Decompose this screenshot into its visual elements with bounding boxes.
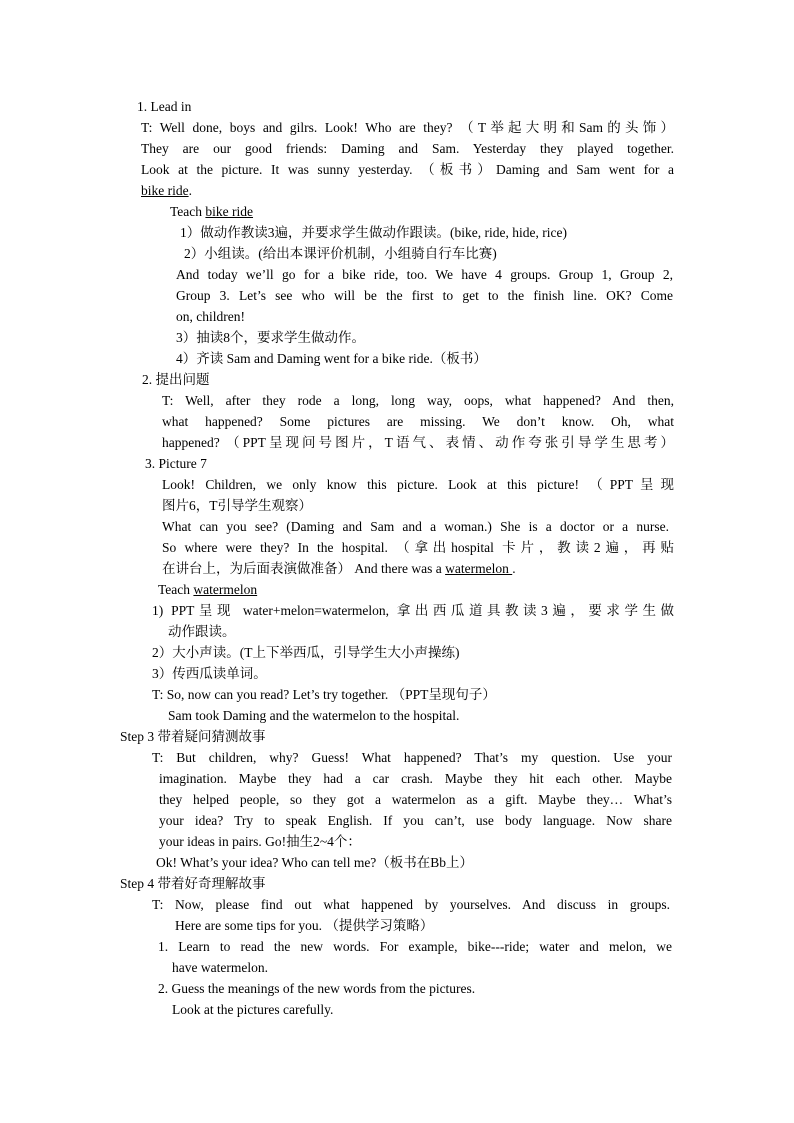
text-line: your idea? Try to speak English. If you can’t, use body language. Now share — [159, 813, 672, 828]
text-line: on, children! — [176, 309, 245, 324]
text-line: They are our good friends: Daming and Sam. Yesterday they played together. — [141, 141, 674, 156]
text-line: Sam took Daming and the watermelon to the hospital. — [168, 708, 460, 723]
text-line: Look at the pictures carefully. — [172, 1002, 334, 1017]
underlined-phrase: watermelon — [193, 582, 258, 597]
teach-heading — [170, 201, 253, 222]
list-item: 3）传西瓜读单词。 — [152, 666, 267, 681]
list-item: 1. Learn to read the new words. For example, bike---ride; water and melon, we — [158, 939, 672, 954]
text-line: imagination. Maybe they had a car crash. Maybe they hit each other. Maybe — [159, 771, 672, 786]
text-line: Look at the picture. It was sunny yesterday. （板书）Daming and Sam went for a — [141, 162, 674, 177]
step-heading: Step 3 带着疑问猜测故事 — [120, 729, 266, 744]
text-line: T: So, now can you read? Let’s try together. （PPT呈现句子） — [152, 687, 496, 702]
list-item: 3）抽读8个，要求学生做动作。 — [176, 330, 365, 345]
text-segment: 在讲台上，为后面表演做准备） And there was a — [162, 561, 446, 576]
teach-label: Teach — [158, 582, 194, 597]
list-item: 2）大小声读。(T上下举西瓜，引导学生大小声操练) — [152, 645, 460, 660]
list-item: 2）小组读。(给出本课评价机制，小组骑自行车比赛) — [184, 246, 497, 261]
list-item: 1) PPT呈现 water+melon=watermelon, 拿出西瓜道具教读3遍，要求学生做 — [152, 603, 674, 618]
section-lead-in-heading: 1. Lead in — [137, 99, 192, 114]
text-line: Here are some tips for you. （提供学习策略） — [175, 918, 434, 933]
step-heading: Step 4 带着好奇理解故事 — [120, 876, 266, 891]
text-line: Ok! What’s your idea? Who can tell me?（板书在Bb上） — [156, 855, 474, 870]
list-item: 2. Guess the meanings of the new words from the pictures. — [158, 981, 476, 996]
text-line: So where were they? In the hospital. （拿出hospital 卡片，教读2遍，再贴 — [162, 540, 674, 555]
text-line: Look! Children, we only know this picture. Look at this picture! （PPT呈现 — [162, 477, 674, 492]
text-line: T: Now, please find out what happened by yourselves. And discuss in groups. — [152, 897, 670, 912]
text-line: happened? （PPT呈现问号图片，T语气、表情、动作夸张引导学生思考） — [162, 435, 674, 450]
text-line: 图片6，T引导学生观察） — [162, 498, 312, 513]
text-line: T: Well done, boys and gilrs. Look! Who are they? （T举起大明和Sam的头饰） — [141, 120, 674, 135]
text-line: Group 3. Let’s see who will be the first to get to the finish line. OK? Come — [176, 288, 673, 303]
text-line: they helped people, so they got a watermelon as a gift. Maybe they… What’s — [159, 792, 672, 807]
text-line: 动作跟读。 — [168, 624, 236, 639]
text-line: what happened? Some pictures are missing. We don’t know. Oh, what — [162, 414, 674, 429]
punctuation: . — [188, 183, 192, 198]
punctuation: . — [512, 561, 516, 576]
text-line: T: Well, after they rode a long, long way, oops, what happened? And then, — [162, 393, 674, 408]
text-line: T: But children, why? Guess! What happened? That’s my question. Use your — [152, 750, 672, 765]
text-line: your ideas in pairs. Go!抽生2~4个： — [159, 834, 361, 849]
teach-heading — [158, 579, 257, 600]
section-heading: 3. Picture 7 — [145, 456, 207, 471]
list-item: 1）做动作教读3遍，并要求学生做动作跟读。(bike, ride, hide, rice) — [180, 225, 567, 240]
text-line — [162, 558, 516, 579]
underlined-phrase: watermelon — [445, 561, 513, 576]
text-line: have watermelon. — [172, 960, 268, 975]
section-heading: 2. 提出问题 — [142, 372, 210, 387]
underlined-phrase: bike ride — [141, 183, 189, 198]
list-item: 4）齐读 Sam and Daming went for a bike ride.（板书） — [176, 351, 487, 366]
text-line: What can you see? (Daming and Sam and a woman.) She is a doctor or a nurse. — [162, 519, 669, 534]
underlined-phrase: bike ride — [205, 204, 254, 219]
text-line: And today we’ll go for a bike ride, too. We have 4 groups. Group 1, Group 2, — [176, 267, 673, 282]
teach-label: Teach — [170, 204, 206, 219]
text-line — [141, 180, 192, 201]
